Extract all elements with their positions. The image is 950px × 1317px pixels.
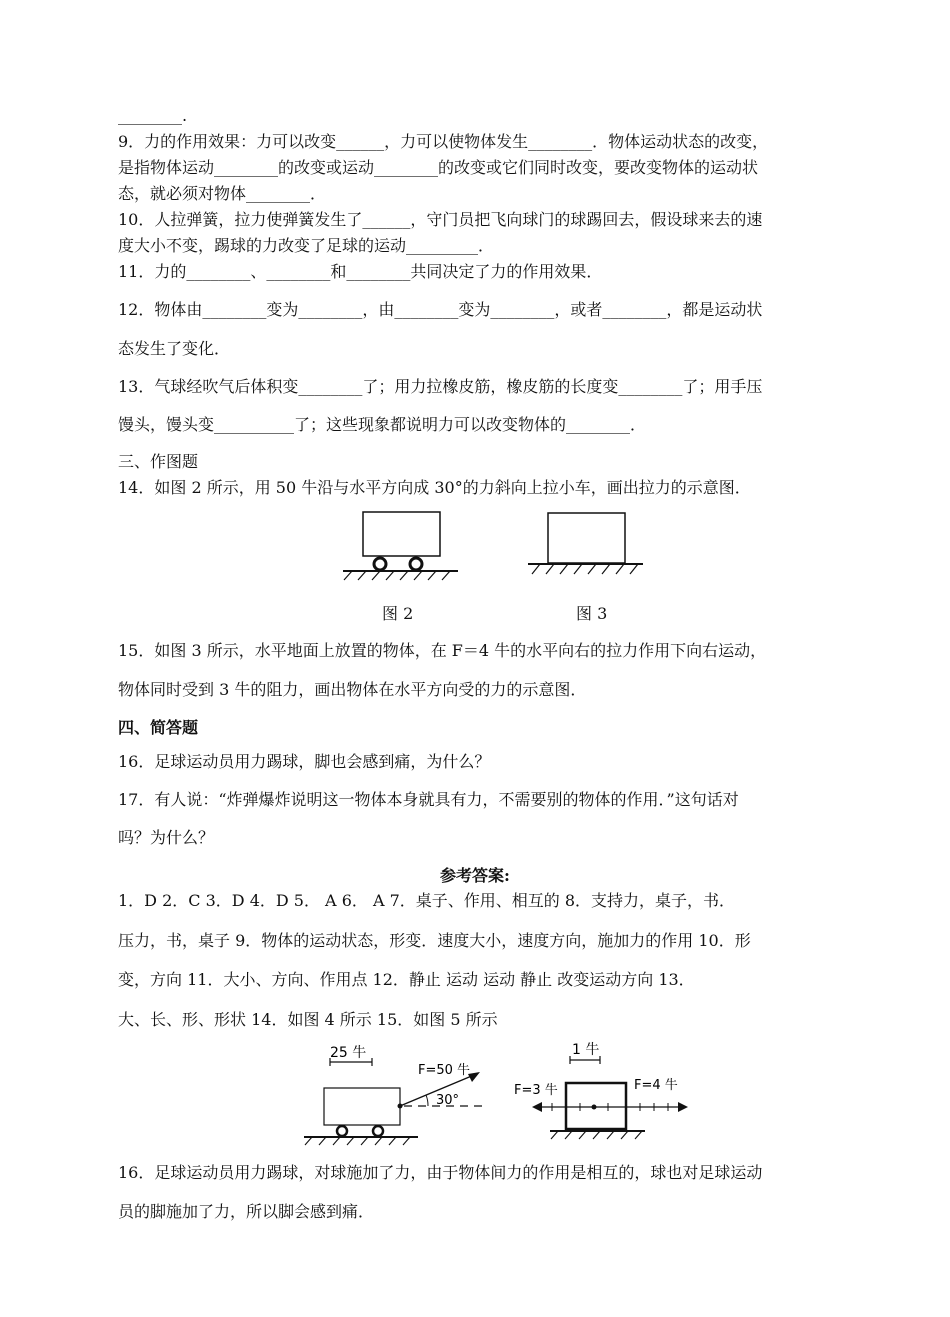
section-heading-drawing: 三、作图题 [118, 452, 199, 471]
question-line: ________. [118, 106, 188, 125]
question-17-line-2: 吗？为什么？ [118, 828, 215, 847]
figures-2-3 [330, 502, 650, 592]
question-15-line-2: 物体同时受到 3 牛的阻力，画出物体在水平方向受的力的示意图． [118, 680, 587, 699]
question-15-line-1: 15．如图 3 所示，水平地面上放置的物体，在 F＝4 牛的水平向右的拉力作用下向右运动， [118, 641, 767, 660]
answers-line-3: 变，方向 11．大小、方向、作用点 12．静止 运动 运动 静止 改变运动方向 13． [118, 970, 695, 989]
answer-16-line-1: 16．足球运动员用力踢球，对球施加了力，由于物体间力的作用是相互的，球也对足球运动 [118, 1163, 763, 1182]
figure-3-caption: 图 3 [576, 604, 608, 623]
figure-5-scale-label: 1 牛 [572, 1042, 600, 1058]
answers-line-1: 1．D 2．C 3．D 4．D 5． A 6． A 7．桌子、作用、相互的 8．支持力，桌子，书． [118, 891, 736, 910]
question-14: 14．如图 2 所示，用 50 牛沿与水平方向成 30°的力斜向上拉小车，画出拉力的示意图． [118, 478, 751, 497]
question-11: 11．力的________、________和________共同决定了力的作用效果． [118, 262, 603, 281]
figure-5-right-force-label: F=4 牛 [634, 1078, 678, 1093]
answers-line-4: 大、长、形、形状 14．如图 4 所示 15．如图 5 所示 [118, 1010, 498, 1029]
question-12-line-2: 态发生了变化． [118, 339, 231, 358]
question-10-line-2: 度大小不变，踢球的力改变了足球的运动_________． [118, 236, 495, 255]
figure-4-scale-label: 25 牛 [330, 1045, 367, 1061]
question-16: 16．足球运动员用力踢球，脚也会感到痛，为什么？ [118, 752, 491, 771]
question-10-line-1: 10．人拉弹簧，拉力使弹簧发生了______，守门员把飞向球门的球踢回去，假设球来去的速 [118, 210, 763, 229]
answers-title: 参考答案: [440, 866, 510, 885]
question-13-line-1: 13．气球经吹气后体积变________了；用力拉橡皮筋，橡皮筋的长度变________了；用手压 [118, 377, 763, 396]
figure-2-cart [343, 512, 458, 580]
figure-5-left-force-label: F=3 牛 [514, 1083, 558, 1098]
section-heading-short-answer: 四、简答题 [118, 718, 199, 737]
question-9-line-3: 态，就必须对物体________． [118, 184, 327, 203]
question-13-line-2: 馒头，馒头变__________了；这些现象都说明力可以改变物体的________． [118, 415, 647, 434]
figure-4-force-label: F=50 牛 [418, 1063, 471, 1078]
question-12-line-1: 12．物体由________变为________，由________变为________，或者________，都是运动状 [118, 300, 763, 319]
question-9-line-2: 是指物体运动________的改变或运动________的改变或它们同时改变，要改变物体的运动状 [118, 158, 759, 177]
figure-2-caption: 图 2 [382, 604, 414, 623]
question-17-line-1: 17．有人说：“炸弹爆炸说明这一物体本身就具有力，不需要别的物体的作用．”这句话对 [118, 790, 739, 809]
figure-4-angle-label: 30° [436, 1093, 460, 1108]
answer-16-line-2: 员的脚施加了力，所以脚会感到痛． [118, 1202, 375, 1221]
answers-line-2: 压力，书，桌子 9．物体的运动状态，形变．速度大小，速度方向，施加力的作用 10．形 [118, 931, 751, 950]
figures-4-5 [300, 1040, 700, 1150]
question-9-line-1: 9．力的作用效果：力可以改变______，力可以使物体发生________．物体运动状态的改变， [118, 132, 769, 151]
figure-3-block [528, 513, 643, 574]
figure-4-cart-force [304, 1044, 482, 1145]
figure-5-block-forces [514, 1041, 688, 1139]
